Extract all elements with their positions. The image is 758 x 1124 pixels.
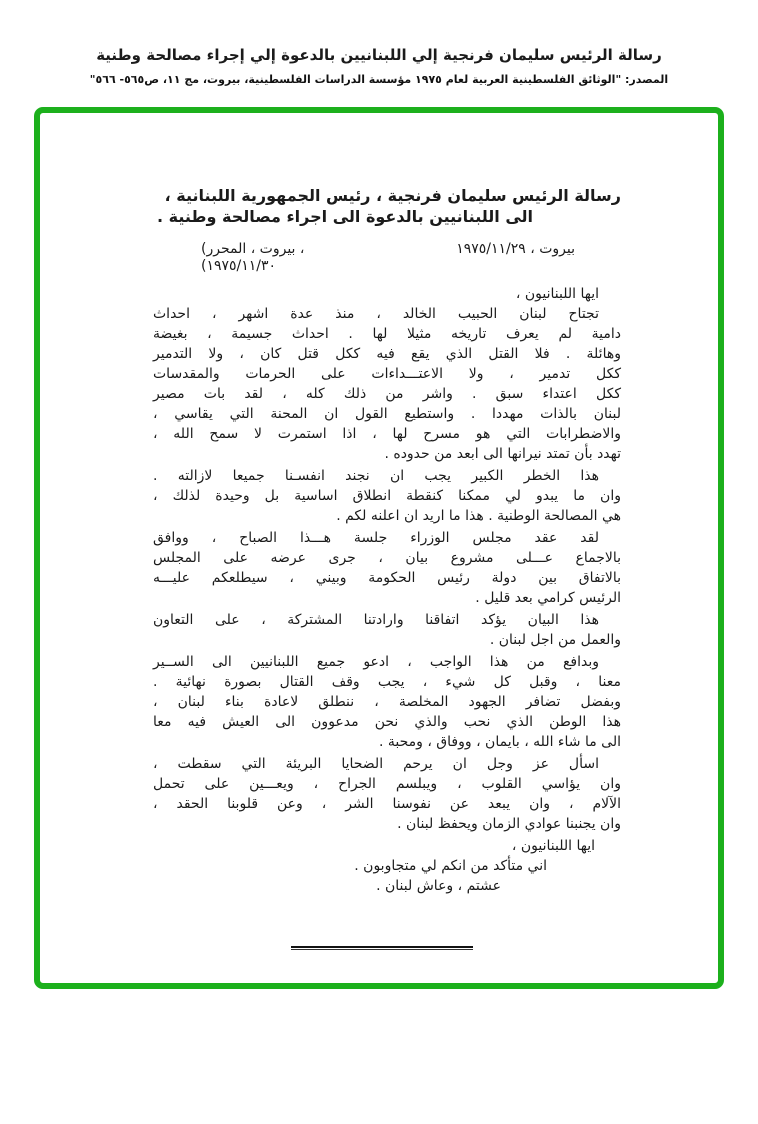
closing-assurance: اني متأكد من انكم لي متجاوبون . <box>354 858 547 874</box>
paragraph-line: هذا البيان يؤكد اتفاقنا وارادتنا المشتركة ، على التعاون <box>153 612 599 628</box>
paragraph-line: هذا الوطن الذي نحب والذي نحن مدعوون الى العيش فيه معا <box>153 714 621 730</box>
paragraph-line: وبفضل تضافر الجهود المخلصة ، ننطلق لاعادة بناء لبنان ، <box>153 694 621 710</box>
document-scan-frame <box>34 107 724 989</box>
paragraph-line: تهدد بأن تمتد نيرانها الى ابعد من حدوده . <box>384 446 621 462</box>
closing-salute: عشتم ، وعاش لبنان . <box>376 878 501 894</box>
paragraph-line: الآلام ، وان يبعد عن نفوسنا الشر ، وعن قلوبنا الحقد ، <box>153 796 621 812</box>
paragraph-line: والعمل من اجل لبنان . <box>489 632 621 648</box>
paragraph <box>153 754 621 834</box>
doc-paragraphs <box>153 304 621 834</box>
paragraph-line: اسأل عز وجل ان يرحم الضحايا البريئة التي سقطت ، <box>153 756 599 772</box>
source-citation: المصدر: "الوثائق الفلسطينية العربية لعام ١٩٧٥ مؤسسة الدراسات الفلسطينية، بيروت، مج ١١، ص٥٦٥- ٥٦٦" <box>89 73 669 86</box>
closing-block <box>153 836 621 896</box>
letter-heading-line1: رسالة الرئيس سليمان فرنجية ، رئيس الجمهورية اللبنانية ، <box>164 186 621 205</box>
paragraph-line: وهائلة . فلا القتل الذي يقع فيه ككل قتل كان ، ولا التدمير <box>153 346 621 362</box>
letter-heading-line2: الى اللبنانيين بالدعوة الى اجراء مصالحة وطنية . <box>157 207 533 226</box>
paragraph-line: ككل تدمير ، ولا الاعتـــداءات على الحرمات والمقدسات <box>153 366 621 382</box>
separator-rule <box>291 946 473 950</box>
paragraph-line: هذا الخطر الكبير يجب ان نجند انفسـنا جميعا لازالته . <box>153 468 599 484</box>
paragraph-line: الرئيس كرامي بعد قليل . <box>475 590 621 606</box>
paragraph-line: الى ما شاء الله ، بايمان ، ووفاق ، ومحبة . <box>378 734 621 750</box>
paragraph-line: وبدافع من هذا الواجب ، ادعو جميع اللبنانيين الى الســير <box>153 654 599 670</box>
paragraph-line: دامية لم يعرف تاريخه مثيلا لها . احداث جسيمة ، بغيضة <box>153 326 621 342</box>
paragraph-line: وان يؤاسي القلوب ، ويبلسم الجراح ، ويعـــين على تحمل <box>153 776 621 792</box>
salutation: ايها اللبنانيون ، <box>515 286 599 302</box>
editor-note-line2: (١٩٧٥/١١/٣٠ <box>201 258 277 274</box>
paragraph-line: بالاجماع عـــلى مشروع بيان ، جرى عرضه على المجلس <box>153 550 621 566</box>
paragraph-line: ككل اعتداء سبق . واشر من ذلك كله ، لقد بات مصير <box>153 386 621 402</box>
paragraph <box>153 652 621 752</box>
paragraph-line: بالاتفاق بين دولة رئيس الحكومة وبيني ، سيطلعكم عليـــه <box>153 570 621 586</box>
letter-heading <box>153 185 621 227</box>
paragraph-line: لبنان بالذات مهددا . واستطيع القول ان المحنة التي يقاسي ، <box>153 406 621 422</box>
document-page <box>0 46 758 989</box>
closing-address: ايها اللبنانيون ، <box>511 838 595 854</box>
paragraph-line: والاضطرابات التي هو مسرح لها ، اذا استمرت لا سمح الله ، <box>153 426 621 442</box>
dateline-row <box>153 241 621 275</box>
paragraph-line: لقد عقد مجلس الوزراء جلسة هـــذا الصباح ، ووافق <box>153 530 599 546</box>
editor-note-line1: (المحرر‎ ، بيروت‎ ، <box>201 241 305 257</box>
paragraph-line: وان ما يبدو لي ممكنا كنقطة انطلاق اساسية بل وحيدة لذلك ، <box>153 488 621 504</box>
paragraph <box>153 304 621 464</box>
paragraph <box>153 466 621 526</box>
paragraph-line: هي المصالحة الوطنية . هذا ما اريد ان اعلنه لكم . <box>336 508 621 524</box>
paragraph-line: تجتاح لبنان الحبيب الخالد ، منذ عدة اشهر ، احداث <box>153 306 599 322</box>
paragraph-line: وان يجنبنا عوادي الزمان ويحفظ لبنان . <box>397 816 621 832</box>
editor-note <box>201 241 304 275</box>
place-date: بيروت ، ١٩٧٥/١١/٢٩ <box>456 241 575 257</box>
paragraph-line: معنا ، وقبل كل شيء ، يجب وقف القتال بصورة نهائية . <box>153 674 621 690</box>
paragraph <box>153 610 621 650</box>
letter-document <box>40 113 718 950</box>
page-title: رسالة الرئيس سليمان فرنجية إلي اللبنانيين بالدعوة إلي إجراء مصالحة وطنية <box>96 46 662 64</box>
paragraph <box>153 528 621 608</box>
